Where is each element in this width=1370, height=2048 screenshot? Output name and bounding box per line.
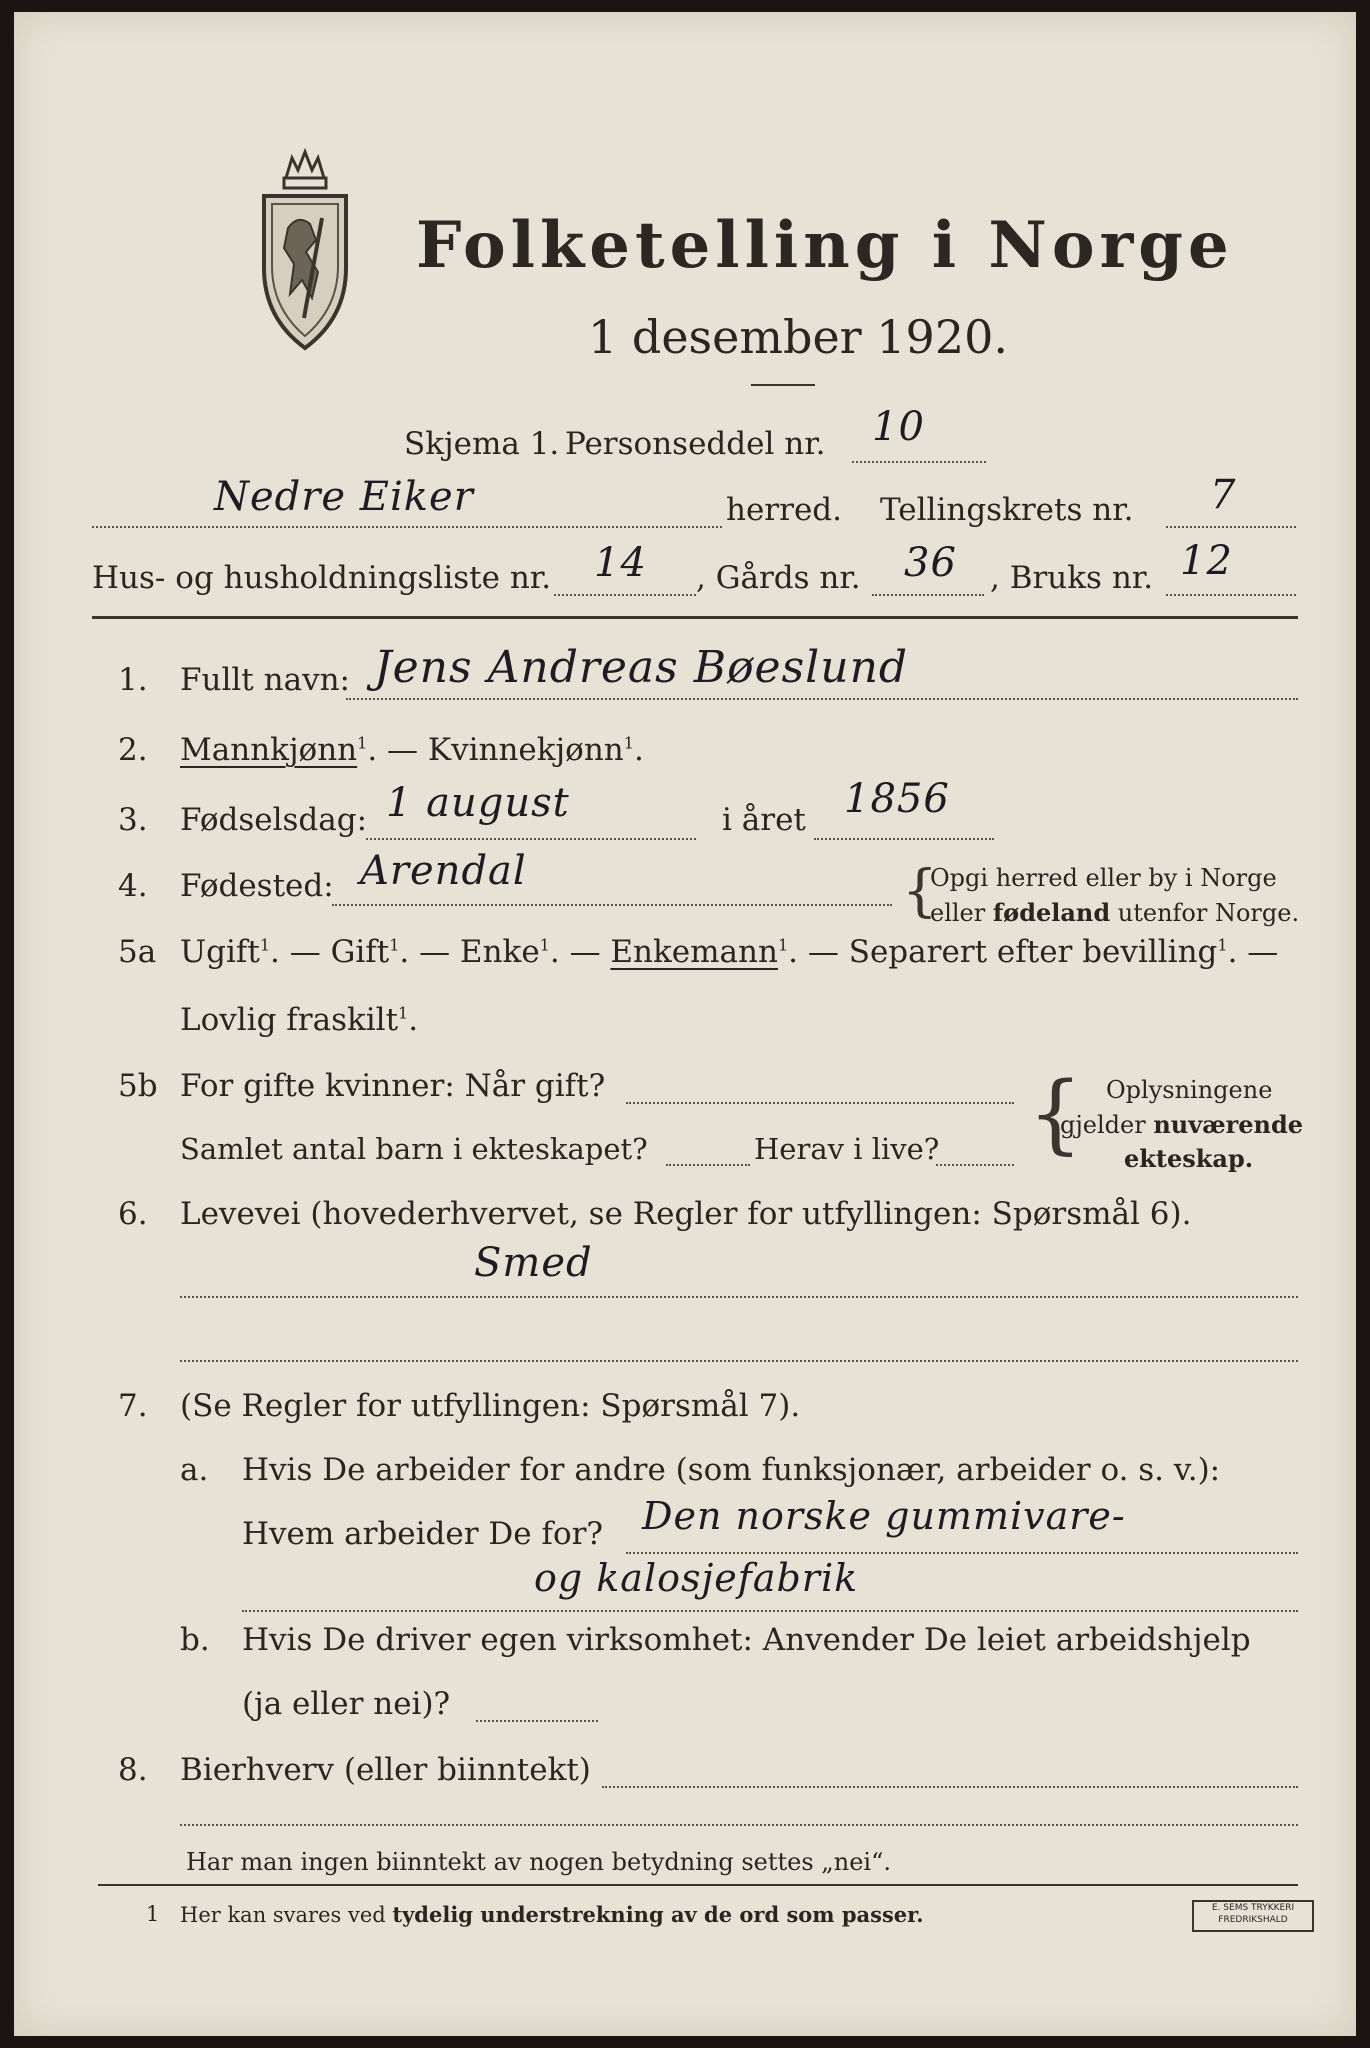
tellingskrets-label: Tellingskrets nr. [880,492,1134,528]
q2-number: 2. [118,732,148,768]
option-enke[interactable]: . — Enke [399,934,540,970]
birthday-label: Fødselsdag: [180,802,368,838]
tellingskrets-value[interactable]: 7 [1210,472,1237,518]
birthplace-value[interactable]: Arendal [360,848,527,894]
full-name-field-line [346,698,1298,700]
skjema-label: Skjema 1. [404,426,560,462]
option-fraskilt[interactable]: Lovlig fraskilt$^1$. [180,1002,419,1038]
employer-value-1[interactable]: Den norske gummivare- [642,1494,1126,1538]
footnote-rule [98,1884,1298,1886]
q7-label: (Se Regler for utfyllingen: Spørsmål 7). [180,1388,801,1424]
birthplace-note-1: Opgi herred eller by i Norge [930,864,1277,892]
occupation-label: Levevei (hovederhvervet, se Regler for utfyllingen: Spørsmål 6). [180,1196,1192,1232]
q5a-number: 5a [118,934,157,970]
q7b-letter: b. [180,1622,210,1658]
q6-number: 6. [118,1196,148,1232]
q7-number: 7. [118,1388,148,1424]
gards-field-line [872,594,984,596]
birthplace-note-2: eller fødeland utenfor Norge. [930,898,1300,927]
bruks-field-line [1166,594,1296,596]
birth-year-label: i året [722,802,806,838]
gards-value[interactable]: 36 [904,540,957,586]
option-enkemann[interactable]: Enkemann [610,934,778,970]
side-income-note: Har man ingen biinntekt av nogen betydning settes „nei“. [186,1848,891,1876]
employer-label: Hvem arbeider De for? [242,1516,604,1552]
side-income-field-line [602,1786,1298,1788]
gards-label: , Gårds nr. [696,560,861,596]
option-mannkjonn[interactable]: Mannkjønn [180,732,358,768]
employer-field-line-2 [242,1610,1298,1612]
side-income-label: Bierhverv (eller biinntekt) [180,1752,591,1788]
footnote-ref: 1 [357,733,368,753]
occupation-field-line-2 [180,1360,1298,1362]
q1-number: 1. [118,662,148,698]
husholdningsliste-field-line [554,594,696,596]
footnote-number: 1 [146,1902,160,1926]
option-gift[interactable]: . — Gift [270,934,390,970]
employee-question: Hvis De arbeider for andre (som funksjonær, arbeider o. s. v.): [242,1452,1221,1488]
married-when-label: For gifte kvinner: Når gift? [180,1068,606,1104]
bruks-label: , Bruks nr. [990,560,1154,596]
occupation-value[interactable]: Smed [474,1240,593,1286]
option-ugift[interactable]: Ugift [180,934,260,970]
coat-of-arms-icon [246,148,364,358]
marriage-note-3: ekteskap. [1124,1144,1254,1173]
title-divider [751,384,815,386]
children-count-field-line [666,1164,750,1166]
q3-number: 3. [118,802,148,838]
herred-field-line [92,526,722,528]
tellingskrets-field-line [1166,526,1296,528]
census-form-page [14,12,1356,2036]
marriage-note-2: gjelder nuværende [1060,1110,1304,1139]
birthday-value[interactable]: 1 august [386,780,570,826]
employer-field-line [626,1552,1298,1554]
footnote-text: Her kan svares ved tydelig understrekning av de ord som passer. [180,1902,924,1927]
birth-year-value[interactable]: 1856 [844,776,950,822]
bruks-value[interactable]: 12 [1180,538,1233,584]
marital-status-options: Ugift$^1$. — Gift$^1$. — Enke$^1$. — Enkemann$^1$. — Separert efter bevilling$^1$. — [180,934,1279,970]
self-employed-question: Hvis De driver egen virksomhet: Anvender De leiet arbeidshjelp [242,1622,1251,1658]
q7a-letter: a. [180,1452,209,1488]
herred-label: herred. [726,492,842,528]
brace-icon: { [902,859,938,924]
marriage-note-1: Oplysningene [1106,1076,1273,1104]
children-alive-field-line [936,1164,1014,1166]
herred-value[interactable]: Nedre Eiker [214,474,474,520]
full-name-label: Fullt navn: [180,662,350,698]
option-kvinnekjonn[interactable]: Kvinnekjønn [427,732,624,768]
employer-value-2[interactable]: og kalosjefabrik [534,1556,859,1600]
children-alive-label: Herav i live? [754,1132,940,1166]
hired-help-field-line [476,1720,598,1722]
side-income-field-line-2 [180,1824,1298,1826]
birthplace-label: Fødested: [180,868,334,904]
birth-year-field-line [814,838,994,840]
q5b-number: 5b [118,1068,158,1104]
q8-number: 8. [118,1752,148,1788]
header-rule [92,616,1298,619]
footnote-ref: 1 [623,733,634,753]
occupation-field-line [180,1296,1298,1298]
brace-icon: { [1028,1064,1083,1164]
q4-number: 4. [118,868,148,904]
form-title: Folketelling i Norge [416,208,1234,283]
birthday-field-line [366,838,696,840]
personseddel-field-line [852,461,986,463]
married-when-field-line [626,1102,1014,1104]
husholdningsliste-label: Hus- og husholdningsliste nr. [92,560,552,596]
hired-help-label: (ja eller nei)? [242,1686,451,1722]
husholdningsliste-value[interactable]: 14 [594,540,647,586]
gender-end: . [633,732,644,768]
gender-options [180,732,644,768]
printer-stamp: E. SEMS TRYKKERI FREDRIKSHALD [1192,1900,1314,1932]
gender-separator: . — [367,732,428,768]
census-date: 1 desember 1920. [588,310,1008,364]
full-name-value[interactable]: Jens Andreas Bøeslund [374,642,909,693]
children-count-label: Samlet antal barn i ekteskapet? [180,1132,648,1166]
option-separert[interactable]: . — Separert efter bevilling [788,934,1218,970]
personseddel-label: Personseddel nr. [565,426,826,462]
birthplace-field-line [332,904,892,906]
personseddel-value[interactable]: 10 [872,404,925,450]
